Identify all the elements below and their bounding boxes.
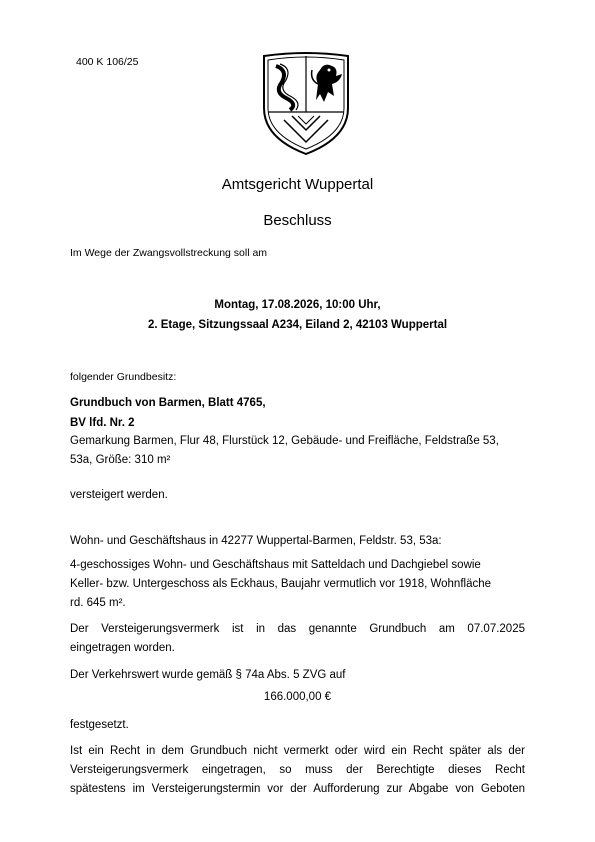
appointment-block: [0, 295, 595, 335]
land-register-line: Grundbuch von Barmen, Blatt 4765,: [70, 397, 266, 409]
auctioned-text: versteigert werden.: [70, 489, 168, 501]
description-line: 4-geschossiges Wohn- und Geschäftshaus mit Satteldach und Dachgiebel sowie: [70, 559, 481, 571]
document-heading: Beschluss: [263, 212, 332, 229]
description-line: rd. 645 m².: [70, 597, 126, 609]
parcel-description: [70, 432, 525, 470]
appointment-date: Montag, 17.08.2026, 10:00 Uhr,: [214, 299, 381, 311]
house-title: Wohn- und Geschäftshaus in 42277 Wuppertal-Barmen, Feldstr. 53, 53a:: [70, 535, 442, 547]
intro-text: Im Wege der Zwangsvollstreckung soll am: [70, 247, 268, 259]
parcel-line: 53a, Größe: 310 m²: [70, 454, 171, 466]
market-value: 166.000,00 €: [263, 691, 332, 703]
rights-paragraph: [70, 742, 525, 799]
land-register: [70, 393, 525, 433]
land-register-line: BV lfd. Nr. 2: [70, 417, 135, 429]
market-value-intro: Der Verkehrswert wurde gemäß § 74a Abs. 5 ZVG auf: [70, 669, 346, 681]
rights-line: Versteigerungsvermerk eingetragen, so muss der Berechtigte dieses Recht: [70, 764, 525, 776]
property-label: folgender Grundbesitz:: [70, 371, 177, 383]
nrw-coat-of-arms-icon: [258, 50, 354, 156]
registration-line: eingetragen worden.: [70, 642, 175, 654]
rights-line: Ist ein Recht in dem Grundbuch nicht vermerkt oder wird ein Recht später als der: [70, 745, 525, 757]
parcel-line: Gemarkung Barmen, Flur 48, Flurstück 12, Gebäude- und Freifläche, Feldstraße 53,: [70, 435, 499, 447]
appointment-location: 2. Etage, Sitzungssaal A234, Eiland 2, 42103 Wuppertal: [147, 319, 448, 331]
description-line: Keller- bzw. Untergeschoss als Eckhaus, Baujahr vermutlich vor 1918, Wohnfläche: [70, 578, 492, 590]
rights-line: spätestens im Versteigerungstermin vor der Aufforderung zur Abgabe von Geboten: [70, 783, 525, 795]
building-description: [70, 556, 525, 613]
court-name: Amtsgericht Wuppertal: [221, 176, 374, 193]
registration-line: Der Versteigerungsvermerk ist in das genannte Grundbuch am 07.07.2025: [70, 623, 525, 635]
file-number: 400 K 106/25: [76, 56, 139, 68]
fixed-text: festgesetzt.: [70, 719, 129, 731]
